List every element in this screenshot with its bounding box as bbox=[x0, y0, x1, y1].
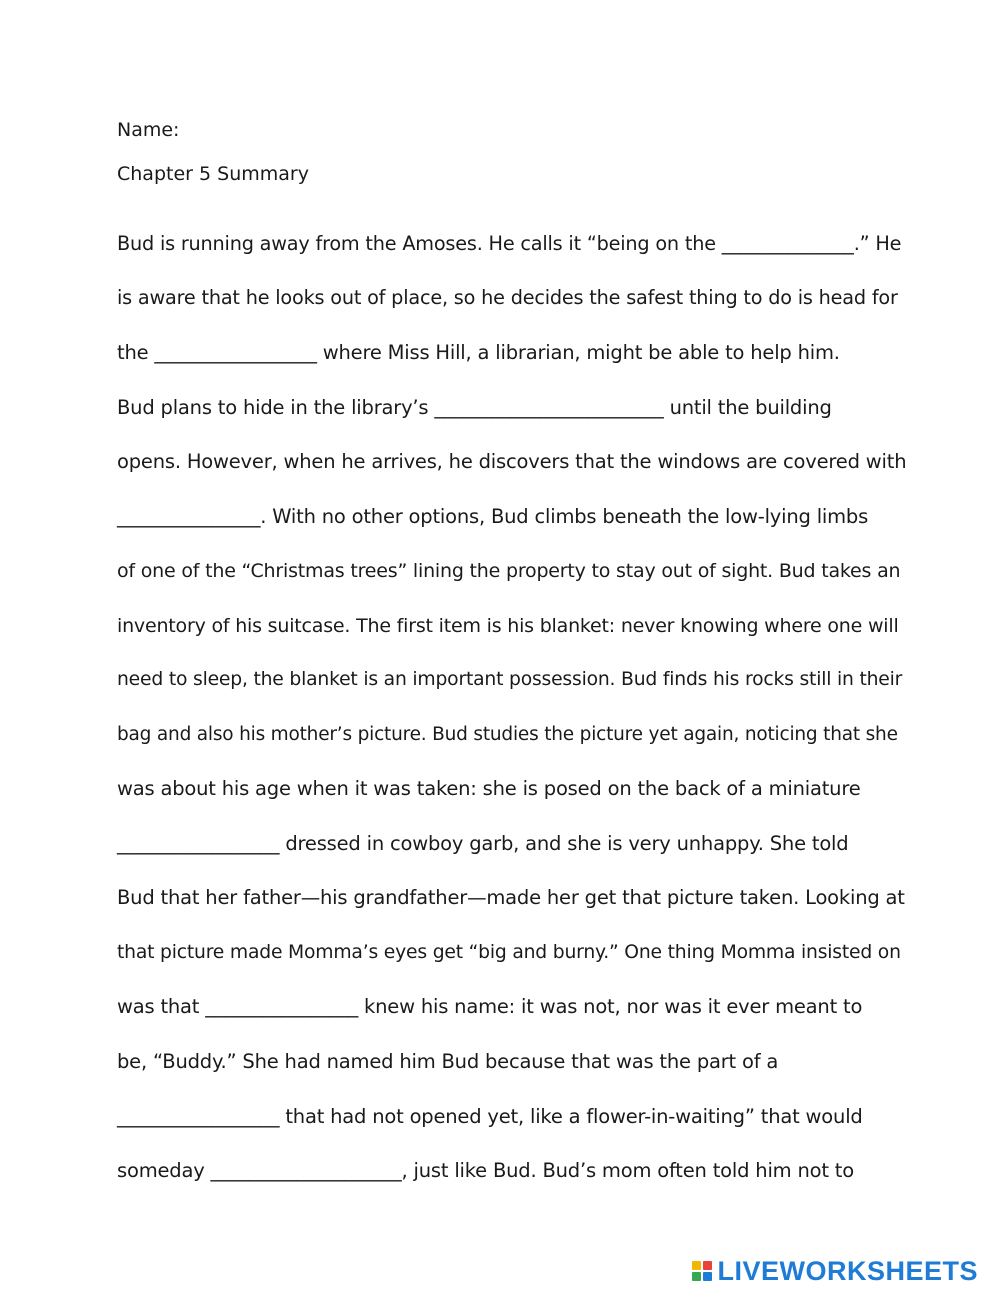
name-label: Name: bbox=[117, 119, 180, 141]
logo-text: LIVEWORKSHEETS bbox=[717, 1255, 978, 1286]
paragraph-line: _________________ dressed in cowboy garb, and she is very unhappy. She told bbox=[117, 832, 849, 855]
paragraph-line: _________________ that had not opened yet, like a flower-in-waiting” that would bbox=[117, 1105, 863, 1128]
paragraph-line: be, “Buddy.” She had named him Bud because that was the part of a bbox=[117, 1050, 779, 1073]
paragraph-line: Bud plans to hide in the library’s ________________________ until the building bbox=[117, 396, 832, 419]
page-title: Chapter 5 Summary bbox=[117, 163, 309, 185]
paragraph-line: someday ____________________, just like Bud. Bud’s mom often told him not to bbox=[117, 1159, 854, 1182]
paragraph-line: bag and also his mother’s picture. Bud studies the picture yet again, noticing that she bbox=[117, 724, 898, 745]
paragraph-line: was about his age when it was taken: she is posed on the back of a miniature bbox=[117, 777, 861, 800]
paragraph-line: was that ________________ knew his name: it was not, nor was it ever meant to bbox=[117, 995, 863, 1018]
paragraph-line: is aware that he looks out of place, so he decides the safest thing to do is head for bbox=[117, 286, 898, 309]
paragraph-line: inventory of his suitcase. The first item is his blanket: never knowing where one will bbox=[117, 615, 899, 637]
paragraph-line: _______________. With no other options, Bud climbs beneath the low-lying limbs bbox=[117, 505, 869, 528]
paragraph-line: Bud that her father—his grandfather—made her get that picture taken. Looking at bbox=[117, 886, 905, 909]
liveworksheets-logo-icon bbox=[692, 1261, 712, 1281]
paragraph-line: opens. However, when he arrives, he discovers that the windows are covered with bbox=[117, 450, 907, 473]
paragraph-line: the _________________ where Miss Hill, a librarian, might be able to help him. bbox=[117, 341, 840, 364]
liveworksheets-logo[interactable] bbox=[692, 1256, 978, 1286]
paragraph-line: Bud is running away from the Amoses. He calls it “being on the ______________.” He bbox=[117, 232, 902, 255]
paragraph-line: of one of the “Christmas trees” lining the property to stay out of sight. Bud takes an bbox=[117, 560, 901, 582]
paragraph-line: that picture made Momma’s eyes get “big and burny.” One thing Momma insisted on bbox=[117, 942, 901, 963]
paragraph-line: need to sleep, the blanket is an important possession. Bud finds his rocks still in their bbox=[117, 669, 903, 690]
